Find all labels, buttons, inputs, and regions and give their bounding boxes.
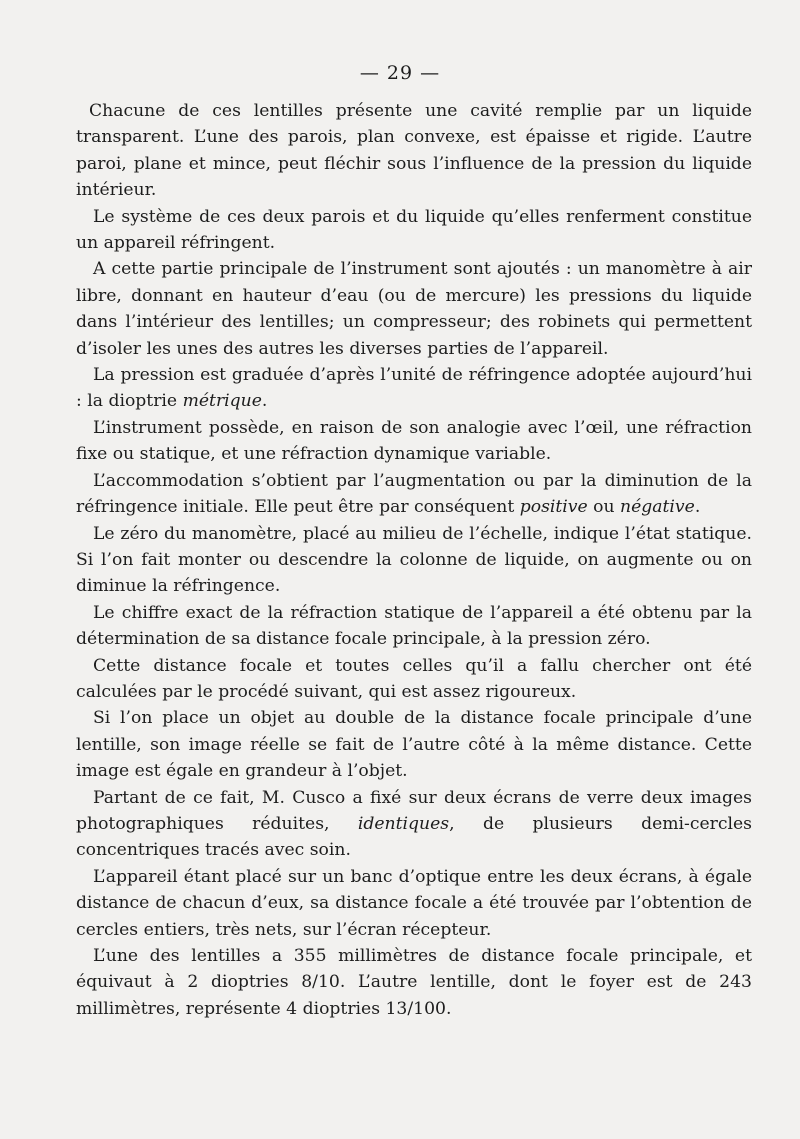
emphasis: métrique <box>182 391 262 412</box>
page-number: — 29 — <box>359 62 441 84</box>
paragraph: Si l’on place un objet au double de la distance focale principale d’une lentille, son image réelle se fait de l’autre côté à la même distance. Cette image est égale en grandeur à l’objet. <box>76 708 752 782</box>
paragraph: L’appareil étant placé sur un banc d’optique entre les deux écrans, à égale distance de chacun d’eux, sa distance focale a été trouvée par l’obtention de cercles entiers, très nets, sur l’écran récepteur. <box>76 866 752 940</box>
emphasis: identiques <box>357 813 450 834</box>
body-text <box>76 98 752 1022</box>
paragraph: Le zéro du manomètre, placé au milieu de l’échelle, indique l’état statique. Si l’on fait monter ou descendre la colonne de liquide, on augmente ou on diminue la réfringence. <box>76 523 752 597</box>
paragraph: Partant de ce fait, M. Cusco a fixé sur deux écrans de verre deux images photographiques réduites, identiques, de plusieurs demi-cercles concentriques tracés avec soin. <box>76 787 752 861</box>
paragraph: Cette distance focale et toutes celles qu’il a fallu chercher ont été calculées par le procédé suivant, qui est assez rigoureux. <box>76 655 752 702</box>
paragraph: L’instrument possède, en raison de son analogie avec l’œil, une réfraction fixe ou statique, et une réfraction dynamique variable. <box>76 417 752 465</box>
paragraph: Le système de ces deux parois et du liquide qu’elles renferment constitue un appareil réfringent. <box>76 206 752 254</box>
emphasis: positive <box>519 497 588 518</box>
emphasis: négative <box>620 497 695 518</box>
paragraph: A cette partie principale de l’instrument sont ajoutés : un manomètre à air libre, donnant en hauteur d’eau (ou de mercure) les pressions du liquide dans l’intérieur des lentilles; un compresseur; des robinets qui permettent d’isoler les unes des autres les diverses parties de l’appareil. <box>76 259 752 359</box>
paragraph: Chacune de ces lentilles présente une cavité remplie par un liquide transparent. L’une des parois, plan convexe, est épaisse et rigide. L’autre paroi, plane et mince, peut fléchir sous l’influence de la pression du liquide intérieur. <box>76 101 752 201</box>
paragraph: Le chiffre exact de la réfraction statique de l’appareil a été obtenu par la détermination de sa distance focale principale, à la pression zéro. <box>76 602 752 650</box>
paragraph: L’une des lentilles a 355 millimètres de distance focale principale, et équivaut à 2 dioptries 8/10. L’autre lentille, dont le foyer est de 243 millimètres, représente 4 dioptries 13/100. <box>76 946 752 1019</box>
paragraph: L’accommodation s’obtient par l’augmentation ou par la diminution de la réfringence initiale. Elle peut être par conséquent positive ou négative. <box>76 470 752 518</box>
paragraph: La pression est graduée d’après l’unité de réfringence adoptée aujourd’hui : la dioptrie métrique. <box>76 365 752 412</box>
